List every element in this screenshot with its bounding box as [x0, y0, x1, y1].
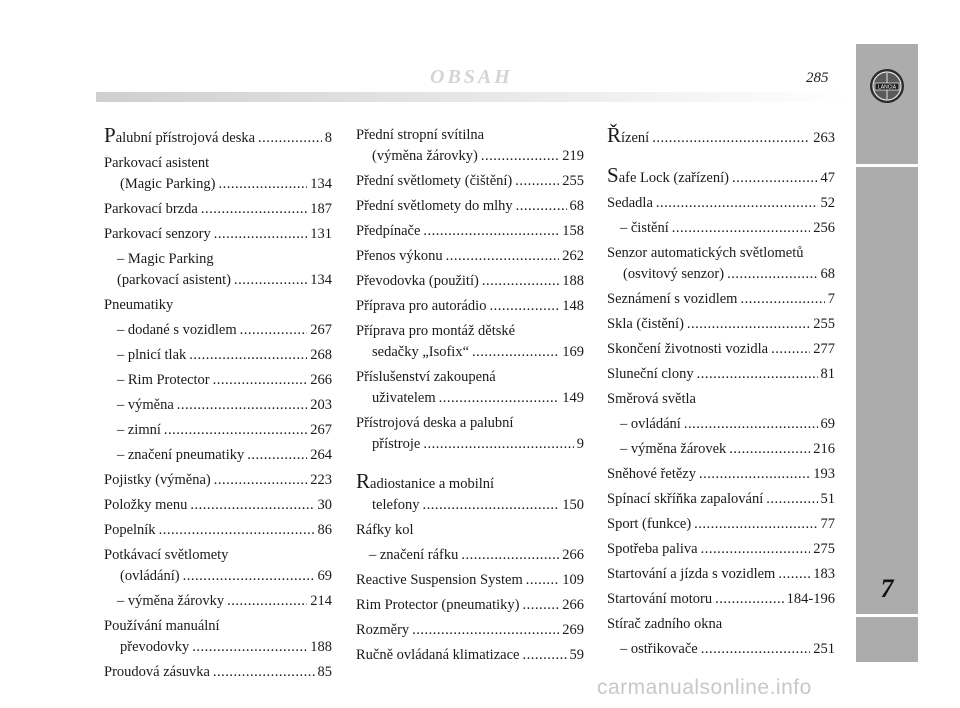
index-entry: Skončení životnosti vozidla ..... 277: [607, 339, 835, 360]
index-entry: Parkovací asistent (Magic Parking) ..... 134: [104, 153, 332, 195]
index-entry: – plnicí tlak ..... 268: [104, 345, 332, 366]
sidebar-divider: [856, 614, 918, 617]
index-entry: Rim Protector (pneumatiky) ..... 266: [356, 595, 584, 616]
index-entry: Potkávací světlomety (ovládání) ..... 69: [104, 545, 332, 587]
index-entry: Pneumatiky: [104, 297, 174, 313]
index-entry: Spínací skříňka zapalování ..... 51: [607, 489, 835, 510]
index-entry: – ostřikovače ..... 251: [607, 639, 835, 660]
index-entry: – Magic Parking (parkovací asistent) ..... 134: [104, 249, 332, 291]
index-entry: – zimní ..... 267: [104, 420, 332, 441]
index-entry: – značení pneumatiky ..... 264: [104, 445, 332, 466]
index-entry: – ovládání ..... 69: [607, 414, 835, 435]
index-entry: Parkovací senzory ..... 131: [104, 224, 332, 245]
index-entry: – čistění ..... 256: [607, 218, 835, 239]
index-entry: Safe Lock (zařízení) ..... 47: [607, 165, 835, 189]
index-entry: Předpínače ..... 158: [356, 221, 584, 242]
index-entry: Sport (funkce) ..... 77: [607, 514, 835, 535]
index-entry: Převodovka (použití) ..... 188: [356, 271, 584, 292]
index-entry: – výměna žárovek ..... 216: [607, 439, 835, 460]
index-entry: Položky menu ..... 30: [104, 495, 332, 516]
index-entry: Příprava pro autorádio ..... 148: [356, 296, 584, 317]
index-entry: Seznámení s vozidlem ..... 7: [607, 289, 835, 310]
index-entry: Stírač zadního okna: [607, 616, 723, 632]
index-column-1: [104, 125, 332, 683]
index-entry: Senzor automatických světlometů (osvitový senzor) ..... 68: [607, 243, 835, 285]
index-entry: – značení ráfku ..... 266: [356, 545, 584, 566]
index-entry: – výměna žárovky ..... 214: [104, 591, 332, 612]
index-entry: Příslušenství zakoupená uživatelem ..... 149: [356, 367, 584, 409]
index-entry: – dodané s vozidlem ..... 267: [104, 320, 332, 341]
chapter-sidebar: [856, 44, 918, 662]
index-entry: – Rim Protector ..... 266: [104, 370, 332, 391]
index-column-3: [607, 125, 835, 660]
sidebar-divider: [856, 164, 918, 167]
chapter-number: 7: [880, 574, 894, 603]
index-entry: Ručně ovládaná klimatizace ..... 59: [356, 645, 584, 666]
index-entry: Přístrojová deska a palubní přístroje ..... 9: [356, 413, 584, 455]
lancia-logo-icon: [869, 68, 905, 104]
watermark: carmanualsonline.info: [597, 676, 812, 699]
index-entry: Rozměry ..... 269: [356, 620, 584, 641]
index-entry: Popelník ..... 86: [104, 520, 332, 541]
index-entry: Řízení ..... 263: [607, 125, 835, 149]
index-entry: Přední světlomety do mlhy ..... 68: [356, 196, 584, 217]
index-entry: Skla (čistění) ..... 255: [607, 314, 835, 335]
index-entry: Proudová zásuvka ..... 85: [104, 662, 332, 683]
index-entry: Pojistky (výměna) ..... 223: [104, 470, 332, 491]
page-number: 285: [806, 70, 829, 86]
index-column-2: [356, 125, 584, 666]
index-entry: Reactive Suspension System ..... 109: [356, 570, 584, 591]
index-entry: – výměna ..... 203: [104, 395, 332, 416]
page-title: OBSAH: [430, 66, 513, 88]
index-entry: Přední stropní svítilna (výměna žárovky) ..... 219: [356, 125, 584, 167]
index-entry: Ráfky kol: [356, 522, 414, 538]
index-entry: Startování motoru ..... 184-196: [607, 589, 835, 610]
index-entry: Radiostanice a mobilní telefony ..... 150: [356, 471, 584, 516]
index-entry: Startování a jízda s vozidlem ..... 183: [607, 564, 835, 585]
index-entry: Sněhové řetězy ..... 193: [607, 464, 835, 485]
index-entry: Palubní přístrojová deska ..... 8: [104, 125, 332, 149]
index-entry: Parkovací brzda ..... 187: [104, 199, 332, 220]
svg-text:LANCIA: LANCIA: [877, 84, 897, 91]
index-entry: Sedadla ..... 52: [607, 193, 835, 214]
header-rule: [96, 92, 848, 102]
index-entry: Směrová světla: [607, 391, 696, 407]
index-entry: Sluneční clony ..... 81: [607, 364, 835, 385]
index-entry: Přední světlomety (čištění) ..... 255: [356, 171, 584, 192]
index-entry: Spotřeba paliva ..... 275: [607, 539, 835, 560]
index-entry: Používání manuální převodovky ..... 188: [104, 616, 332, 658]
index-entry: Příprava pro montáž dětské sedačky „Isofix“ ..... 169: [356, 321, 584, 363]
index-entry: Přenos výkonu ..... 262: [356, 246, 584, 267]
